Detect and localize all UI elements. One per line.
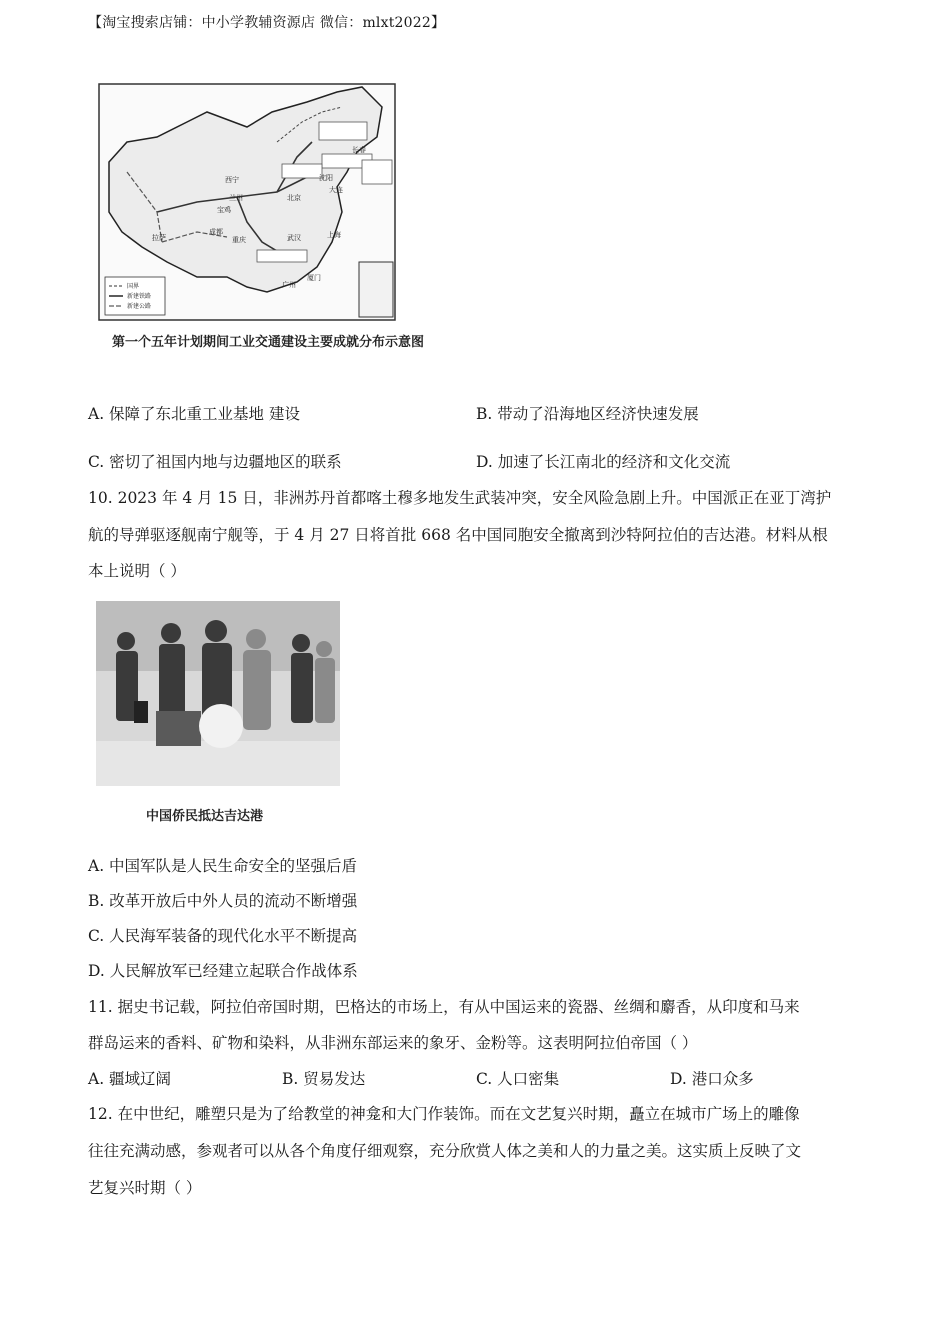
china-map-figure — [97, 82, 397, 322]
photo-caption: 中国侨民抵达吉达港 — [146, 809, 264, 824]
svg-text:沈阳: 沈阳 — [319, 174, 333, 182]
svg-text:广州: 广州 — [282, 281, 296, 289]
q10-option-d[interactable]: D. 人民解放军已经建立起联合作战体系 — [88, 962, 358, 980]
q10-option-b[interactable]: B. 改革开放后中外人员的流动不断增强 — [88, 892, 358, 910]
q12-stem-line-3: 艺复兴时期（ ） — [88, 1179, 202, 1197]
map-caption: 第一个五年计划期间工业交通建设主要成就分布示意图 — [112, 335, 425, 350]
svg-text:国界: 国界 — [127, 283, 140, 290]
svg-text:北京: 北京 — [287, 194, 301, 202]
q10-option-a[interactable]: A. 中国军队是人民生命安全的坚强后盾 — [88, 857, 358, 875]
q11-option-c[interactable]: C. 人口密集 — [476, 1070, 560, 1088]
svg-text:新建公路: 新建公路 — [127, 303, 152, 310]
china-map-drawing — [97, 82, 397, 322]
svg-text:拉萨: 拉萨 — [152, 234, 166, 242]
q10-option-c[interactable]: C. 人民海军装备的现代化水平不断提高 — [88, 927, 358, 945]
svg-text:大连: 大连 — [329, 186, 343, 194]
evacuation-photo — [96, 601, 340, 786]
svg-text:成都: 成都 — [209, 228, 223, 236]
svg-text:长春: 长春 — [352, 146, 366, 154]
svg-text:新建铁路: 新建铁路 — [127, 293, 152, 300]
svg-text:宝鸡: 宝鸡 — [217, 206, 231, 214]
q11-stem-line-2: 群岛运来的香料、矿物和染料，从非洲东部运来的象牙、金粉等。这表明阿拉伯帝国（ ） — [88, 1034, 698, 1052]
q10-stem-line-1: 10. 2023 年 4 月 15 日，非洲苏丹首都喀土穆多地发生武装冲突，安全风险急剧上升。中国派正在亚丁湾护 — [88, 489, 832, 507]
svg-text:武汉: 武汉 — [287, 234, 301, 242]
q11-option-a[interactable]: A. 疆域辽阔 — [88, 1070, 172, 1088]
page-header: 【淘宝搜索店铺：中小学教辅资源店 微信：mlxt2022】 — [88, 15, 446, 31]
q11-option-d[interactable]: D. 港口众多 — [670, 1070, 754, 1088]
photo-drawing — [96, 601, 340, 786]
q11-option-b[interactable]: B. 贸易发达 — [282, 1070, 366, 1088]
svg-text:西宁: 西宁 — [225, 176, 239, 184]
q12-stem-line-2: 往往充满动感，参观者可以从各个角度仔细观察，充分欣赏人体之美和人的力量之美。这实质上反映了文 — [88, 1142, 802, 1160]
svg-text:厦门: 厦门 — [307, 274, 321, 282]
q9-option-c[interactable]: C. 密切了祖国内地与边疆地区的联系 — [88, 453, 342, 471]
q10-stem-line-2: 航的导弹驱逐舰南宁舰等，于 4 月 27 日将首批 668 名中国同胞安全撤离到沙特阿拉伯的吉达港。材料从根 — [88, 526, 828, 544]
svg-text:重庆: 重庆 — [232, 236, 246, 244]
q9-option-a[interactable]: A. 保障了东北重工业基地 建设 — [88, 405, 300, 423]
q11-stem-line-1: 11. 据史书记载，阿拉伯帝国时期，巴格达的市场上，有从中国运来的瓷器、丝绸和麝香，从印度和马来 — [88, 998, 800, 1016]
q10-stem-line-3: 本上说明（ ） — [88, 562, 186, 580]
svg-text:兰州: 兰州 — [229, 194, 243, 202]
q9-option-d[interactable]: D. 加速了长江南北的经济和文化交流 — [476, 453, 731, 471]
svg-text:上海: 上海 — [327, 231, 341, 239]
q9-option-b[interactable]: B. 带动了沿海地区经济快速发展 — [476, 405, 699, 423]
q12-stem-line-1: 12. 在中世纪，雕塑只是为了给教堂的神龛和大门作装饰。而在文艺复兴时期，矗立在城市广场上的雕像 — [88, 1105, 800, 1123]
